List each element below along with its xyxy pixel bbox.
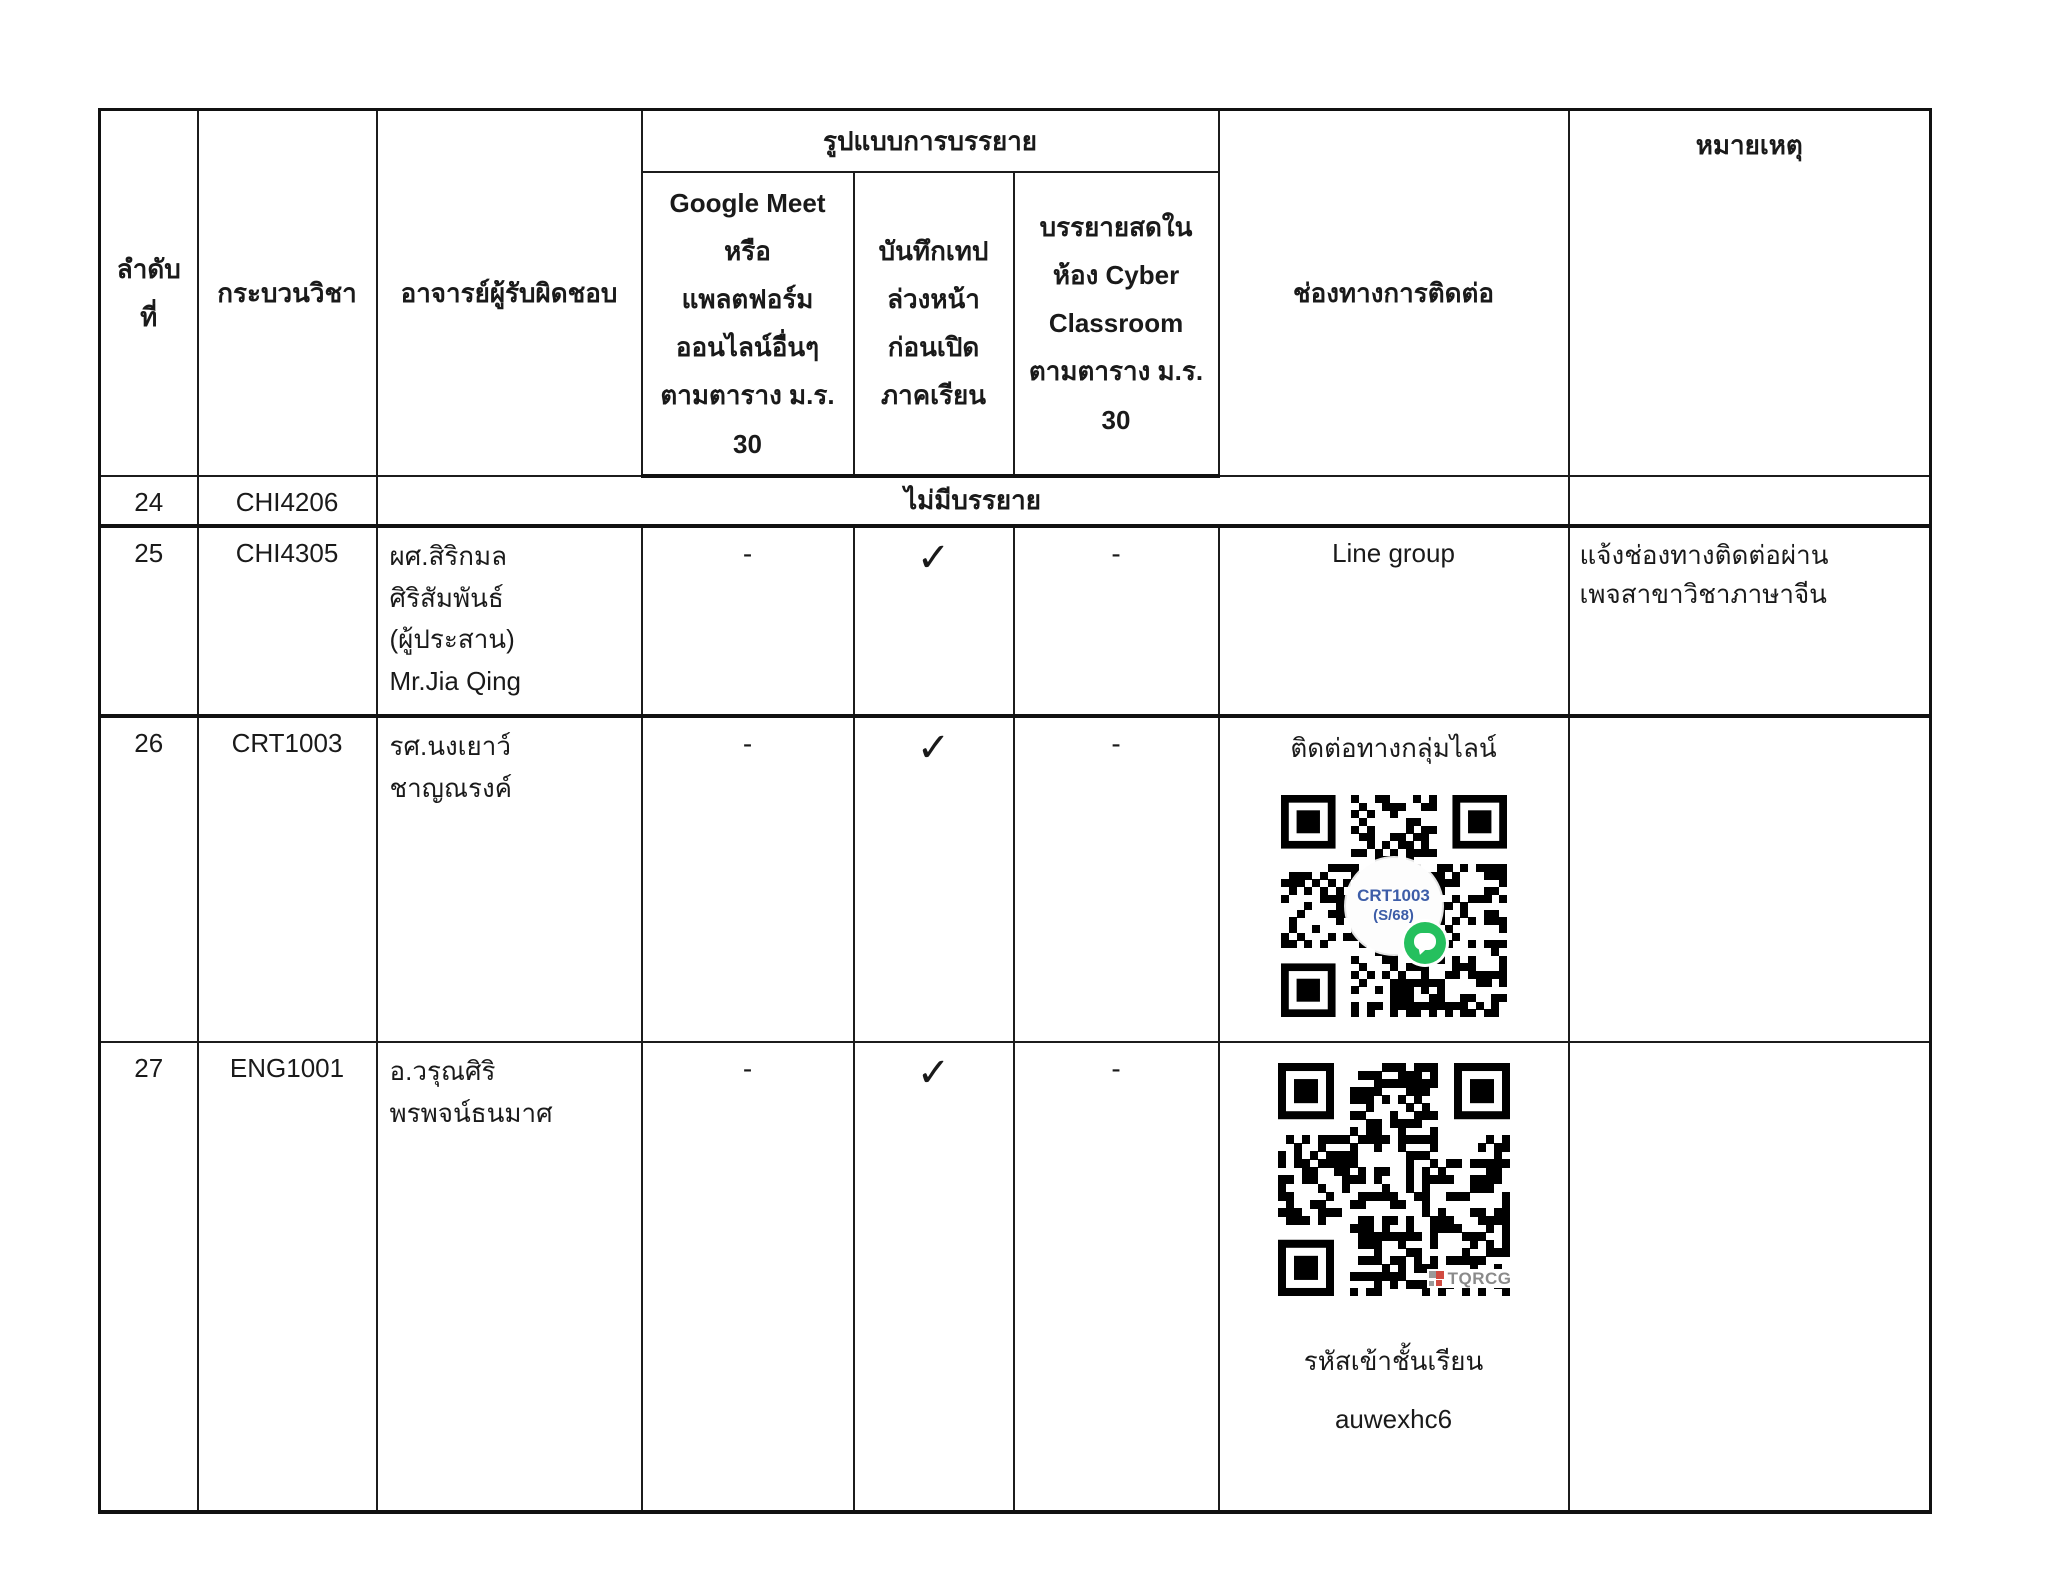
instructor-cell: [377, 716, 642, 1042]
qr-code-image: [1278, 1063, 1510, 1296]
header-line: บันทึกเทป: [878, 236, 989, 267]
header-line: Classroom: [1048, 308, 1184, 339]
dash-mark: -: [1111, 537, 1121, 569]
header-line: ห้อง Cyber: [1052, 260, 1180, 291]
course-code: CHI4305: [198, 526, 377, 716]
remark-cell: [1569, 476, 1931, 526]
class-code-label: รหัสเข้าชั้นเรียน: [1303, 1345, 1484, 1376]
header-line: ตามตาราง ม.ร.: [660, 380, 835, 411]
no-lecture-cell: ไม่มีบรรยาย: [377, 476, 1569, 526]
check-mark-icon: ✓: [916, 535, 951, 580]
qr-center-label: CRT1003: [1357, 886, 1430, 906]
course-table: [98, 108, 1932, 1514]
header-format-live: [1014, 172, 1219, 476]
instructor-line: (ผู้ประสาน): [389, 624, 515, 655]
header-course: กระบวนวิชา: [198, 110, 377, 476]
format-live-cell: [1014, 716, 1219, 1042]
qr-watermark: [1427, 1269, 1514, 1288]
header-line: Google Meet: [669, 188, 826, 219]
header-line: ก่อนเปิด: [887, 332, 980, 363]
dash-mark: -: [742, 1052, 753, 1084]
table-row: [100, 526, 1931, 716]
format-online-cell: [642, 716, 854, 1042]
dash-mark: -: [1111, 1052, 1121, 1084]
contact-cell: Line group: [1219, 526, 1569, 716]
instructor-cell: [377, 526, 642, 716]
table-row: [100, 1042, 1931, 1512]
dash-mark: -: [742, 537, 753, 569]
line-bubble-icon: [1414, 933, 1436, 950]
qr-watermark-text: TQRCG: [1447, 1268, 1512, 1288]
header-instructor: อาจารย์ผู้รับผิดชอบ: [377, 110, 642, 476]
instructor-line: Mr.Jia Qing: [389, 666, 521, 697]
format-online-cell: [642, 526, 854, 716]
header-format-online: [642, 172, 854, 476]
instructor-line: รศ.นงเยาว์: [389, 730, 511, 761]
line-bubble-tail: [1416, 947, 1426, 956]
line-qr-code: [1281, 795, 1507, 1017]
table-row: [100, 476, 1931, 526]
format-recorded-cell: [854, 716, 1014, 1042]
instructor-line: ผศ.สิริกมล: [389, 540, 508, 571]
header-line: บรรยายสดใน: [1039, 212, 1193, 243]
header-remark: หมายเหตุ: [1569, 110, 1931, 476]
instructor-cell: [377, 1042, 642, 1512]
header-no: [100, 110, 198, 476]
course-code: CHI4206: [198, 476, 377, 526]
header-line: ภาคเรียน: [881, 380, 986, 411]
line-app-icon: [1404, 922, 1446, 964]
qr-center-sublabel: (S/68): [1373, 906, 1414, 924]
header-line: ออนไลน์อื่นๆ: [675, 332, 820, 363]
remark-cell: [1569, 526, 1931, 716]
row-no: 27: [100, 1042, 198, 1512]
format-recorded-cell: [854, 1042, 1014, 1512]
class-qr-code: [1278, 1063, 1510, 1296]
row-no: 26: [100, 716, 198, 1042]
format-live-cell: [1014, 526, 1219, 716]
row-no: 25: [100, 526, 198, 716]
course-code: CRT1003: [198, 716, 377, 1042]
instructor-line: พรพจน์ธนมาศ: [389, 1097, 553, 1128]
check-mark-icon: ✓: [916, 1050, 951, 1095]
header-no-line: ลำดับ: [116, 253, 181, 284]
format-live-cell: [1014, 1042, 1219, 1512]
instructor-line: ชาญณรงค์: [389, 772, 513, 803]
course-code: ENG1001: [198, 1042, 377, 1512]
header-no-line: ที่: [140, 301, 158, 332]
header-line: แพลตฟอร์ม: [681, 284, 814, 315]
format-recorded-cell: [854, 526, 1014, 716]
contact-text: ติดต่อทางกลุ่มไลน์: [1290, 732, 1497, 763]
header-line: ตามตาราง ม.ร.: [1028, 356, 1204, 387]
header-lecture-format-group: รูปแบบการบรรยาย: [642, 110, 1219, 173]
class-code-value: auwexhc6: [1334, 1403, 1453, 1434]
row-no: 24: [100, 476, 198, 526]
table-row: [100, 716, 1931, 1042]
dash-mark: -: [742, 727, 753, 759]
remark-cell: [1569, 1042, 1931, 1512]
header-contact: ช่องทางการติดต่อ: [1219, 110, 1569, 476]
remark-cell: [1569, 716, 1931, 1042]
check-mark-icon: ✓: [916, 725, 951, 770]
remark-line: เพจสาขาวิชาภาษาจีน: [1579, 578, 1827, 609]
dash-mark: -: [1111, 727, 1121, 759]
header-line: ล่วงหน้า: [887, 284, 980, 315]
instructor-line: ศิริสัมพันธ์: [389, 582, 504, 613]
tqrcg-logo-icon: [1429, 1271, 1444, 1286]
instructor-line: อ.วรุณศิริ: [389, 1055, 496, 1086]
contact-cell: [1219, 716, 1569, 1042]
header-line: หรือ: [724, 236, 771, 267]
header-line: 30: [733, 428, 762, 459]
header-line: 30: [1101, 404, 1131, 435]
header-format-recorded: [854, 172, 1014, 476]
remark-line: แจ้งช่องทางติดต่อผ่าน: [1579, 539, 1829, 570]
contact-cell: [1219, 1042, 1569, 1512]
format-online-cell: [642, 1042, 854, 1512]
